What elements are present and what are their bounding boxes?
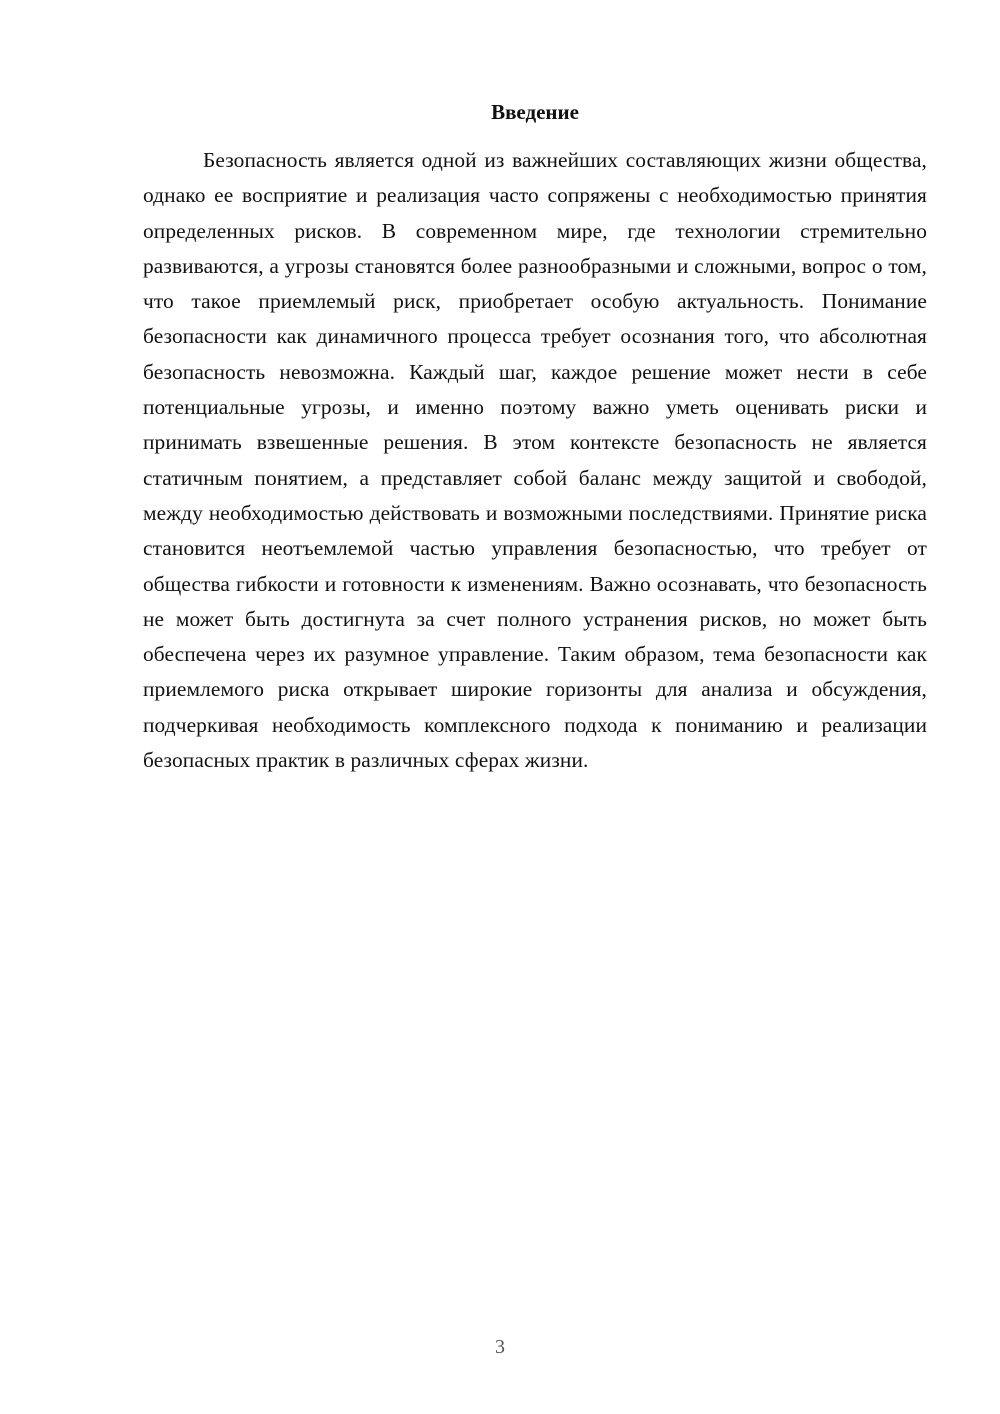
body-paragraph: Безопасность является одной из важнейших составляющих жизни общества, однако ее восприятие и реализация часто сопряжены с необходимостью принятия определенных рисков. В современном мире, где технологии стремительно развиваются, а угрозы становятся более разнообразными и сложными, вопрос о том, что такое приемлемый риск, приобретает особую актуальность. Понимание безопасности как динамичного процесса требует осознания того, что абсолютная безопасность невозможна. Каждый шаг, каждое решение может нести в себе потенциальные угрозы, и именно поэтому важно уметь оценивать риски и принимать взвешенные решения. В этом контексте безопасность не является статичным понятием, а представляет собой баланс между защитой и свободой, между необходимостью действовать и возможными последствиями. Принятие риска становится неотъемлемой частью управления безопасностью, что требует от общества гибкости и готовности к изменениям. Важно осознавать, что безопасность не может быть достигнута за счет полного устранения рисков, но может быть обеспечена через их разумное управление. Таким образом, тема безопасности как приемлемого риска открывает широкие горизонты для анализа и обсуждения, подчеркивая необходимость комплексного подхода к пониманию и реализации безопасных практик в различных сферах жизни. (143, 148, 927, 773)
page-number: 3 (495, 1336, 505, 1358)
section-title: Введение (491, 100, 579, 124)
